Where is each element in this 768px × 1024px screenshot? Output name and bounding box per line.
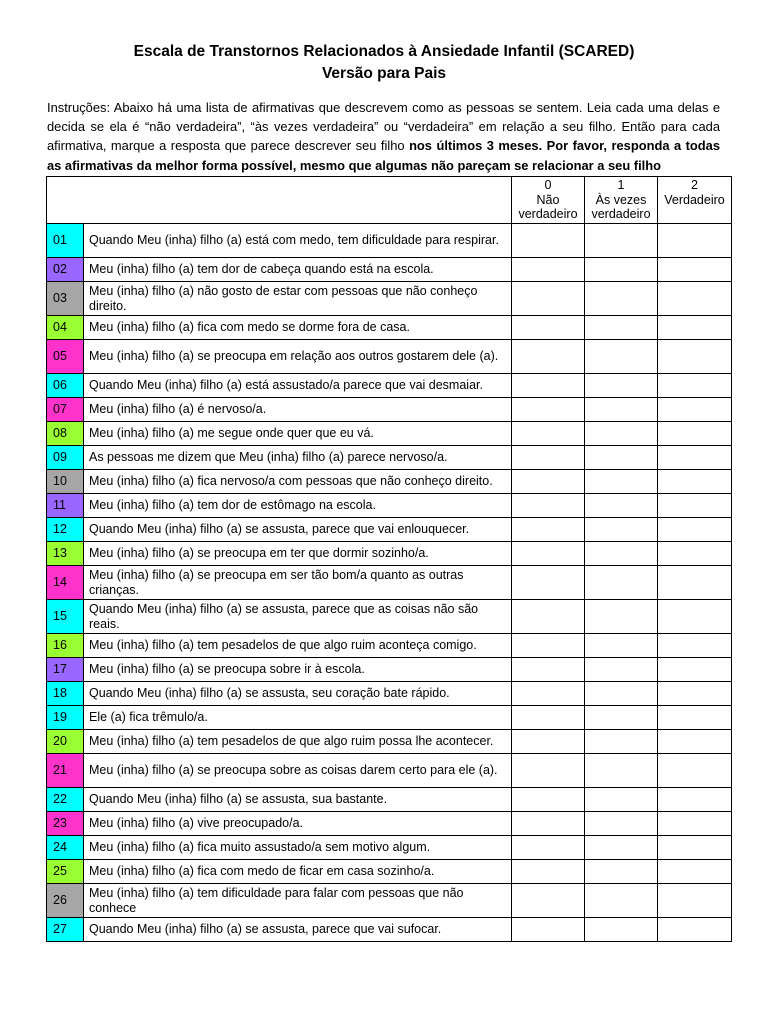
item-row (47, 836, 732, 860)
item-number: 08 (47, 422, 84, 446)
answer-cell-2[interactable] (658, 470, 732, 494)
answer-cell-1[interactable] (585, 566, 658, 600)
answer-cell-0[interactable] (512, 682, 585, 706)
answer-cell-0[interactable] (512, 494, 585, 518)
answer-cell-1[interactable] (585, 634, 658, 658)
item-number: 20 (47, 730, 84, 754)
item-number: 22 (47, 788, 84, 812)
item-row (47, 542, 732, 566)
answer-cell-0[interactable] (512, 788, 585, 812)
answer-cell-1[interactable] (585, 754, 658, 788)
answer-cell-1[interactable] (585, 812, 658, 836)
instructions-text: Instruções: Abaixo há uma lista de afirmativas que descrevem como as pessoas se sentem. Leia cada uma delas e decida se ela é “não verdadeira”, “às vezes verdadeira” ou “verdadeira” em relação a seu filho. Então para cada afirmativa, marque a resposta que parece descrever seu filho (47, 100, 720, 154)
answer-cell-0[interactable] (512, 316, 585, 340)
item-statement: Meu (inha) filho (a) fica nervoso/a com pessoas que não conheço direito. (84, 470, 512, 494)
questionnaire-table (46, 176, 732, 942)
item-number: 01 (47, 224, 84, 258)
item-number: 09 (47, 446, 84, 470)
column-1-label-line1: Às vezes (595, 192, 647, 207)
item-row (47, 398, 732, 422)
answer-cell-2[interactable] (658, 316, 732, 340)
item-statement: Meu (inha) filho (a) fica muito assustado/a sem motivo algum. (84, 836, 512, 860)
answer-cell-2[interactable] (658, 600, 732, 634)
answer-cell-0[interactable] (512, 730, 585, 754)
item-statement: Meu (inha) filho (a) tem dificuldade para falar com pessoas que não conhece (84, 884, 512, 918)
item-number: 12 (47, 518, 84, 542)
answer-cell-1[interactable] (585, 884, 658, 918)
item-row (47, 788, 732, 812)
answer-cell-1[interactable] (585, 860, 658, 884)
answer-cell-1[interactable] (585, 682, 658, 706)
answer-cell-2[interactable] (658, 542, 732, 566)
title-line-2: Versão para Pais (321, 65, 447, 82)
item-number: 02 (47, 258, 84, 282)
item-number: 10 (47, 470, 84, 494)
answer-cell-1[interactable] (585, 470, 658, 494)
answer-cell-2[interactable] (658, 258, 732, 282)
item-number: 13 (47, 542, 84, 566)
answer-cell-0[interactable] (512, 446, 585, 470)
answer-cell-2[interactable] (658, 282, 732, 316)
answer-cell-0[interactable] (512, 518, 585, 542)
answer-cell-2[interactable] (658, 884, 732, 918)
column-header-2 (658, 177, 732, 224)
answer-cell-1[interactable] (585, 518, 658, 542)
item-row (47, 658, 732, 682)
item-number: 16 (47, 634, 84, 658)
column-header-0 (512, 177, 585, 224)
item-row (47, 422, 732, 446)
answer-cell-1[interactable] (585, 258, 658, 282)
answer-cell-0[interactable] (512, 754, 585, 788)
item-statement: Meu (inha) filho (a) tem dor de estômago na escola. (84, 494, 512, 518)
item-row (47, 494, 732, 518)
item-statement: Quando Meu (inha) filho (a) se assusta, parece que as coisas não são reais. (84, 600, 512, 634)
answer-cell-1[interactable] (585, 918, 658, 942)
answer-cell-2[interactable] (658, 398, 732, 422)
answer-cell-2[interactable] (658, 634, 732, 658)
answer-cell-2[interactable] (658, 224, 732, 258)
item-row (47, 518, 732, 542)
item-statement: Meu (inha) filho (a) tem pesadelos de que algo ruim aconteça comigo. (84, 634, 512, 658)
item-number: 15 (47, 600, 84, 634)
item-statement: Quando Meu (inha) filho (a) se assusta, parece que vai sufocar. (84, 918, 512, 942)
answer-cell-1[interactable] (585, 316, 658, 340)
item-row (47, 258, 732, 282)
answer-cell-2[interactable] (658, 754, 732, 788)
item-statement: Meu (inha) filho (a) tem pesadelos de que algo ruim possa lhe acontecer. (84, 730, 512, 754)
answer-cell-0[interactable] (512, 812, 585, 836)
item-number: 24 (47, 836, 84, 860)
answer-cell-1[interactable] (585, 836, 658, 860)
item-number: 11 (47, 494, 84, 518)
item-number: 17 (47, 658, 84, 682)
item-row (47, 754, 732, 788)
item-statement: Meu (inha) filho (a) tem dor de cabeça quando está na escola. (84, 258, 512, 282)
item-number: 04 (47, 316, 84, 340)
answer-cell-0[interactable] (512, 374, 585, 398)
answer-cell-2[interactable] (658, 918, 732, 942)
column-header-1 (585, 177, 658, 224)
answer-cell-2[interactable] (658, 422, 732, 446)
item-row (47, 682, 732, 706)
item-row (47, 566, 732, 600)
item-statement: Meu (inha) filho (a) se preocupa sobre as coisas darem certo para ele (a). (84, 754, 512, 788)
answer-cell-0[interactable] (512, 884, 585, 918)
item-row (47, 224, 732, 258)
answer-cell-2[interactable] (658, 730, 732, 754)
answer-cell-0[interactable] (512, 658, 585, 682)
item-row (47, 884, 732, 918)
answer-cell-2[interactable] (658, 446, 732, 470)
item-statement: Meu (inha) filho (a) se preocupa sobre ir à escola. (84, 658, 512, 682)
instructions-bold-text: nos últimos 3 meses. Por favor, responda a todas as afirmativas da melhor forma possível, mesmo que algumas não pareçam se relacionar a seu filho (47, 138, 720, 173)
answer-cell-2[interactable] (658, 494, 732, 518)
column-0-label-line1: Não (536, 192, 560, 207)
title-line-1: Escala de Transtornos Relacionados à Ansiedade Infantil (SCARED) (133, 43, 635, 60)
item-number: 27 (47, 918, 84, 942)
answer-cell-2[interactable] (658, 788, 732, 812)
answer-cell-1[interactable] (585, 494, 658, 518)
item-statement: Quando Meu (inha) filho (a) se assusta, seu coração bate rápido. (84, 682, 512, 706)
item-row (47, 282, 732, 316)
answer-cell-1[interactable] (585, 422, 658, 446)
answer-cell-0[interactable] (512, 258, 585, 282)
item-number: 14 (47, 566, 84, 600)
answer-cell-1[interactable] (585, 282, 658, 316)
item-statement: Meu (inha) filho (a) se preocupa em ser tão bom/a quanto as outras crianças. (84, 566, 512, 600)
item-statement: Meu (inha) filho (a) se preocupa em ter que dormir sozinho/a. (84, 542, 512, 566)
answer-cell-1[interactable] (585, 340, 658, 374)
column-0-label-line2: verdadeiro (518, 207, 578, 221)
item-statement: Meu (inha) filho (a) me segue onde quer que eu vá. (84, 422, 512, 446)
answer-cell-1[interactable] (585, 600, 658, 634)
answer-cell-1[interactable] (585, 374, 658, 398)
answer-cell-2[interactable] (658, 836, 732, 860)
answer-cell-0[interactable] (512, 836, 585, 860)
answer-cell-2[interactable] (658, 860, 732, 884)
answer-cell-0[interactable] (512, 422, 585, 446)
header-blank-cell (47, 177, 512, 224)
answer-cell-2[interactable] (658, 658, 732, 682)
item-row (47, 316, 732, 340)
answer-cell-0[interactable] (512, 634, 585, 658)
answer-cell-0[interactable] (512, 340, 585, 374)
item-number: 05 (47, 340, 84, 374)
header-row (47, 177, 732, 224)
instructions (47, 98, 720, 175)
item-statement: As pessoas me dizem que Meu (inha) filho (a) parece nervoso/a. (84, 446, 512, 470)
item-number: 06 (47, 374, 84, 398)
item-statement: Meu (inha) filho (a) é nervoso/a. (84, 398, 512, 422)
answer-cell-0[interactable] (512, 860, 585, 884)
column-0-value: 0 (544, 178, 552, 192)
item-row (47, 860, 732, 884)
item-row (47, 470, 732, 494)
answer-cell-0[interactable] (512, 706, 585, 730)
answer-cell-0[interactable] (512, 918, 585, 942)
answer-cell-1[interactable] (585, 224, 658, 258)
item-row (47, 634, 732, 658)
item-row (47, 812, 732, 836)
answer-cell-2[interactable] (658, 566, 732, 600)
column-2-value: 2 (691, 178, 698, 192)
item-statement: Meu (inha) filho (a) fica com medo de ficar em casa sozinho/a. (84, 860, 512, 884)
item-row (47, 730, 732, 754)
answer-cell-0[interactable] (512, 398, 585, 422)
item-row (47, 446, 732, 470)
item-number: 18 (47, 682, 84, 706)
answer-cell-0[interactable] (512, 470, 585, 494)
item-row (47, 340, 732, 374)
item-number: 21 (47, 754, 84, 788)
answer-cell-0[interactable] (512, 600, 585, 634)
answer-cell-2[interactable] (658, 518, 732, 542)
item-row (47, 600, 732, 634)
answer-cell-0[interactable] (512, 542, 585, 566)
item-statement: Quando Meu (inha) filho (a) se assusta, parece que vai enlouquecer. (84, 518, 512, 542)
item-row (47, 374, 732, 398)
answer-cell-2[interactable] (658, 706, 732, 730)
item-statement: Ele (a) fica trêmulo/a. (84, 706, 512, 730)
answer-cell-2[interactable] (658, 682, 732, 706)
column-1-value: 1 (617, 178, 625, 192)
column-2-label-line1: Verdadeiro (664, 192, 725, 207)
answer-cell-1[interactable] (585, 398, 658, 422)
answer-cell-2[interactable] (658, 374, 732, 398)
item-statement: Meu (inha) filho (a) não gosto de estar com pessoas que não conheço direito. (84, 282, 512, 316)
item-statement: Meu (inha) filho (a) vive preocupado/a. (84, 812, 512, 836)
answer-cell-0[interactable] (512, 224, 585, 258)
item-number: 19 (47, 706, 84, 730)
item-statement: Meu (inha) filho (a) se preocupa em relação aos outros gostarem dele (a). (84, 340, 512, 374)
item-statement: Quando Meu (inha) filho (a) se assusta, sua bastante. (84, 788, 512, 812)
item-number: 25 (47, 860, 84, 884)
item-statement: Meu (inha) filho (a) fica com medo se dorme fora de casa. (84, 316, 512, 340)
answer-cell-1[interactable] (585, 730, 658, 754)
item-row (47, 918, 732, 942)
item-statement: Quando Meu (inha) filho (a) está com medo, tem dificuldade para respirar. (84, 224, 512, 258)
answer-cell-2[interactable] (658, 340, 732, 374)
item-number: 03 (47, 282, 84, 316)
answer-cell-1[interactable] (585, 658, 658, 682)
item-number: 07 (47, 398, 84, 422)
item-row (47, 706, 732, 730)
item-number: 26 (47, 884, 84, 918)
answer-cell-1[interactable] (585, 788, 658, 812)
answer-cell-1[interactable] (585, 446, 658, 470)
item-statement: Quando Meu (inha) filho (a) está assustado/a parece que vai desmaiar. (84, 374, 512, 398)
answer-cell-1[interactable] (585, 542, 658, 566)
answer-cell-0[interactable] (512, 566, 585, 600)
document-title (0, 41, 768, 85)
item-number: 23 (47, 812, 84, 836)
answer-cell-0[interactable] (512, 282, 585, 316)
answer-cell-2[interactable] (658, 812, 732, 836)
column-1-label-line2: verdadeiro (591, 207, 651, 221)
answer-cell-1[interactable] (585, 706, 658, 730)
